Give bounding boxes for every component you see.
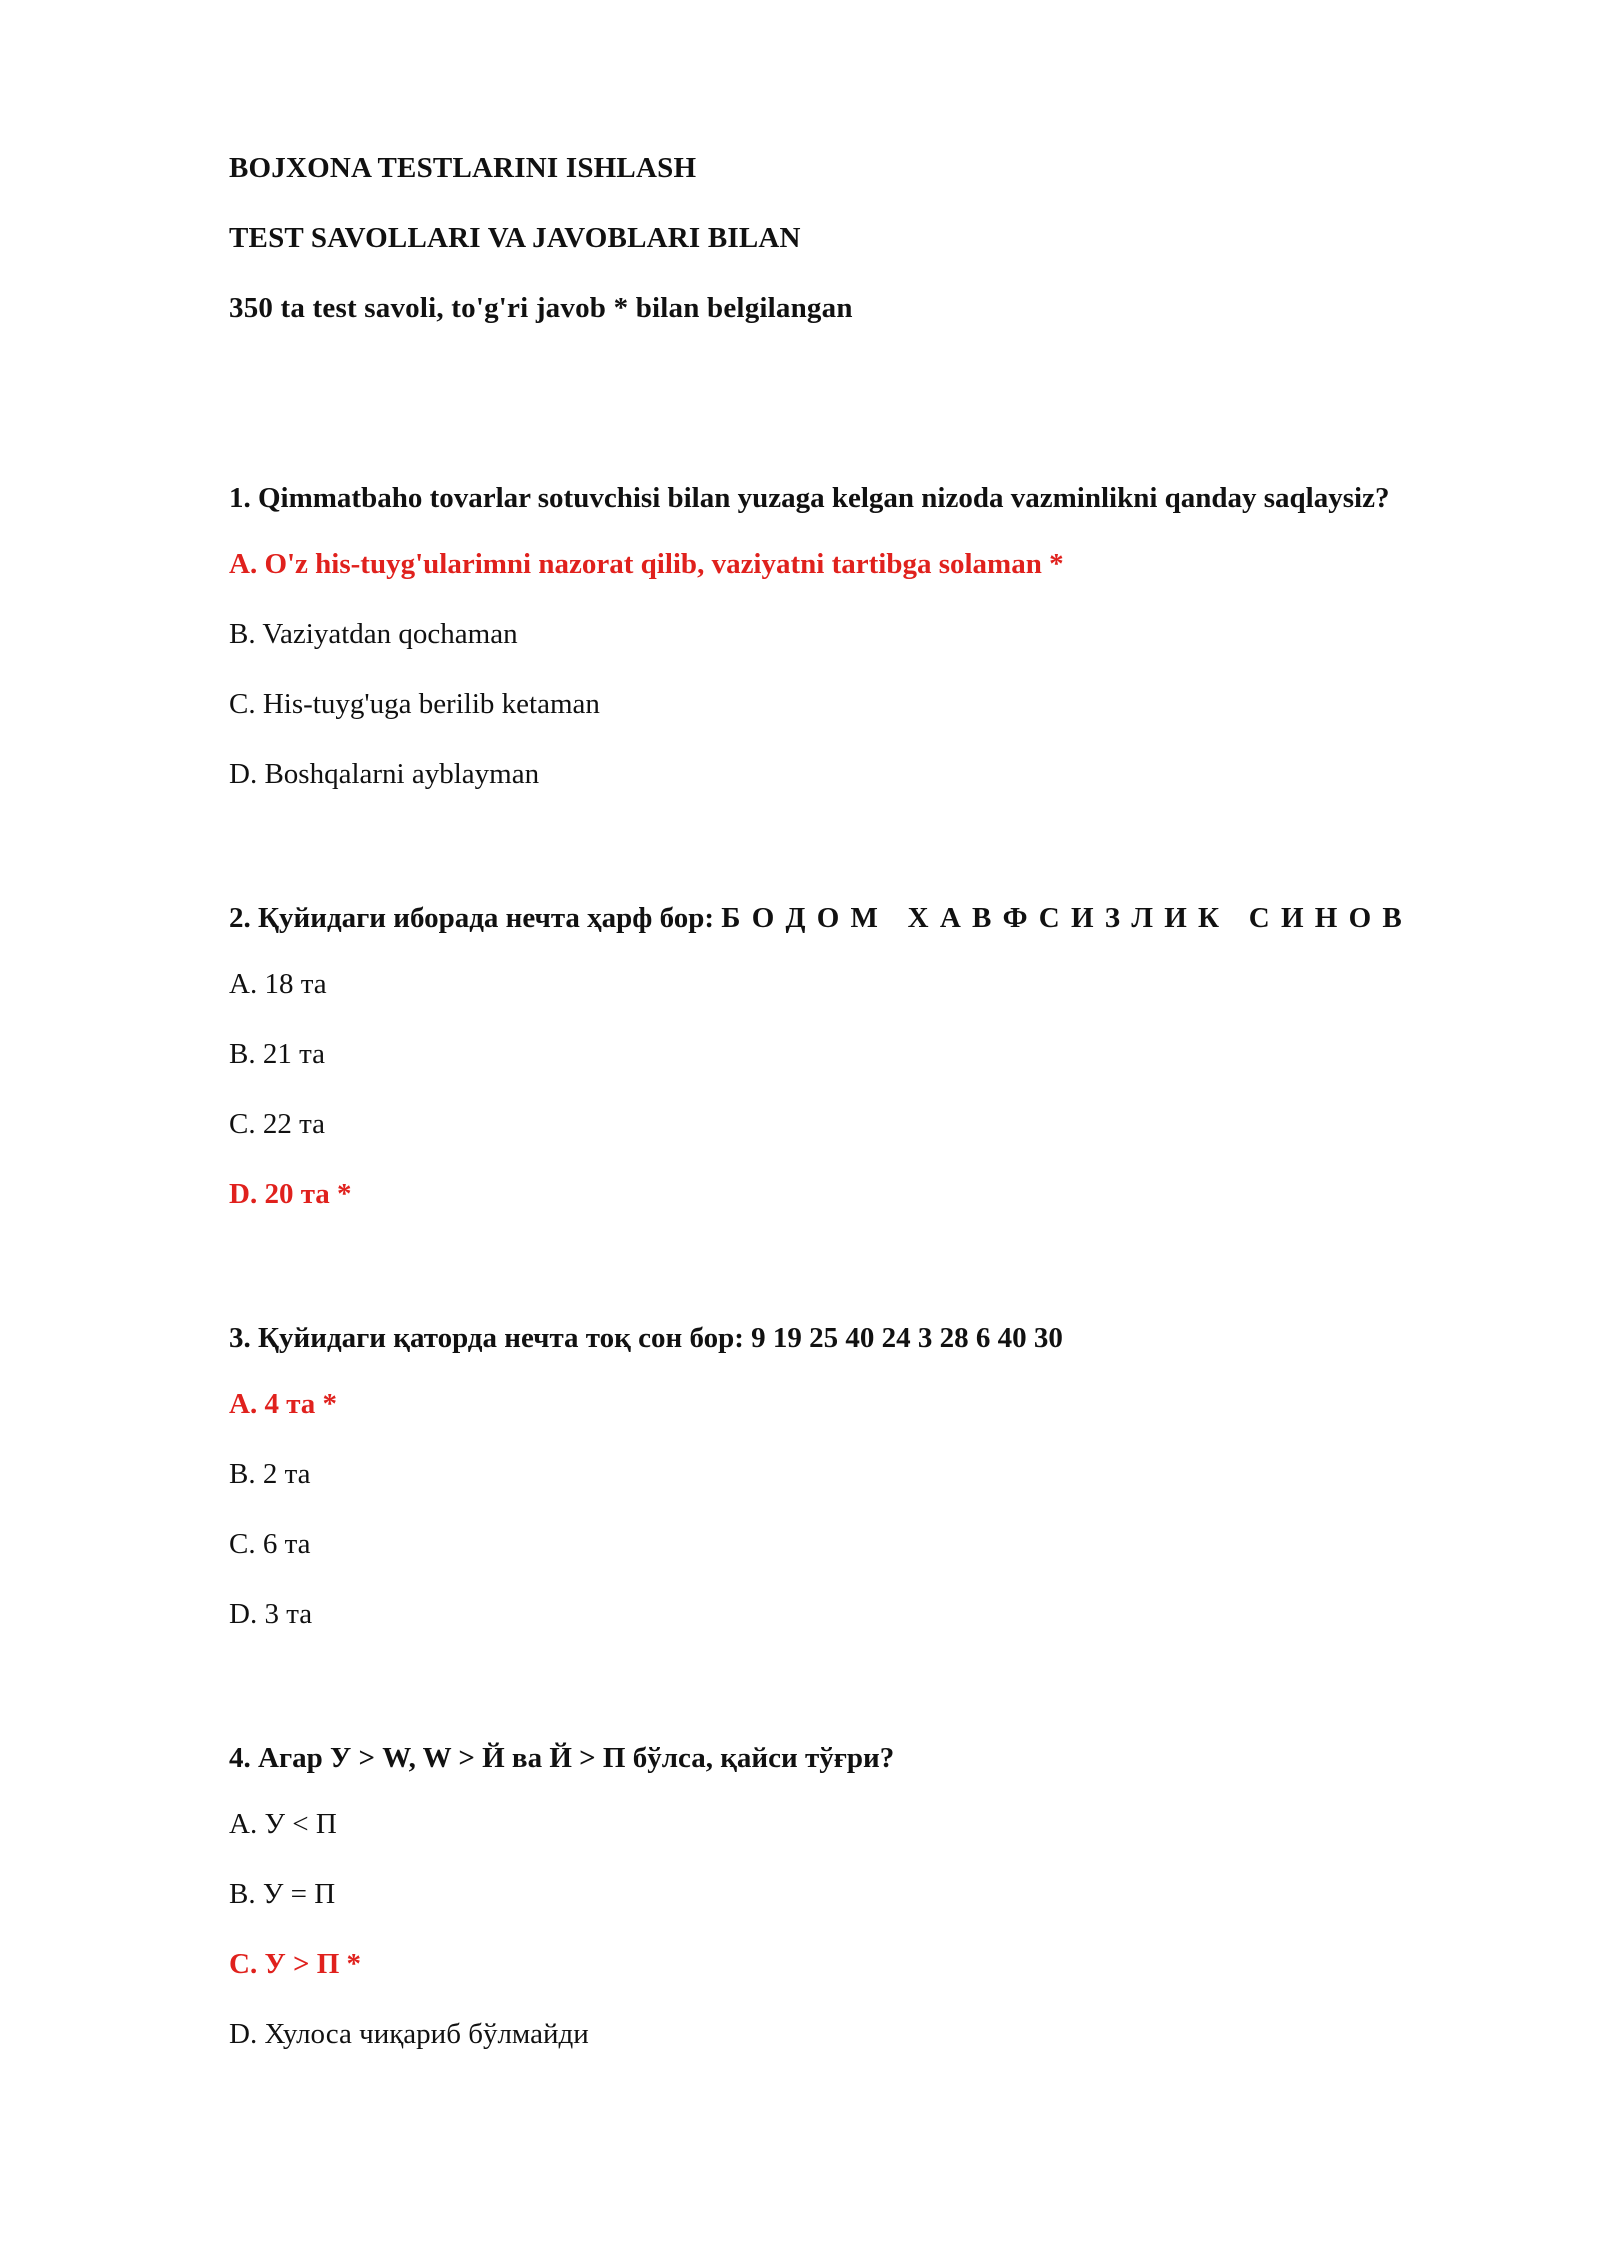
answer-option: C. His-tuyg'uga berilib ketaman (229, 688, 600, 720)
answer-option-correct: A. O'z his-tuyg'ularimni nazorat qilib, vaziyatni tartibga solaman * (229, 548, 1064, 580)
answer-option: B. 21 та (229, 1038, 325, 1070)
question-block (229, 1316, 1469, 1632)
answer-option: C. 22 та (229, 1108, 325, 1140)
question-text: 3. Қуйидаги қаторда нечта тоқ сон бор: 9 19 25 40 24 3 28 6 40 30 (229, 1322, 1063, 1354)
answer-option: B. У = П (229, 1878, 336, 1910)
answer-option: D. Boshqalarni ayblayman (229, 758, 540, 790)
question-text (229, 896, 1469, 940)
question-block (229, 896, 1469, 1212)
question-block (229, 1736, 1469, 2052)
question-phrase: Б О Д О М Х А В Ф С И З Л И К С И Н О В (721, 902, 1404, 934)
answer-option: B. 2 та (229, 1458, 311, 1490)
answer-option: A. 18 та (229, 968, 327, 1000)
question-text: 1. Qimmatbaho tovarlar sotuvchisi bilan yuzaga kelgan nizoda vazminlikni qanday saqlaysiz? (229, 482, 1390, 514)
answer-option: B. Vaziyatdan qochaman (229, 618, 518, 650)
answer-option-correct: A. 4 та * (229, 1388, 338, 1420)
document-title: BOJXONA TESTLARINI ISHLASH (229, 152, 697, 184)
answer-option: D. Хулоса чиқариб бўлмайди (229, 2018, 589, 2050)
document-subtitle: TEST SAVOLLARI VA JAVOBLARI BILAN (229, 222, 801, 254)
document-page (229, 150, 1469, 2052)
question-text: 4. Агар У > W, W > Й ва Й > П бўлса, қайси тўғри? (229, 1742, 895, 1774)
question-block (229, 476, 1469, 792)
question-prefix: 2. Қуйидаги иборада нечта ҳарф бор: (229, 902, 722, 934)
document-note: 350 ta test savoli, to'g'ri javob * bilan belgilangan (229, 292, 853, 324)
answer-option-correct: D. 20 та * (229, 1178, 352, 1210)
answer-option-correct: C. У > П * (229, 1948, 362, 1980)
answer-option: A. У < П (229, 1808, 337, 1840)
answer-option: D. 3 та (229, 1598, 313, 1630)
answer-option: C. 6 та (229, 1528, 311, 1560)
